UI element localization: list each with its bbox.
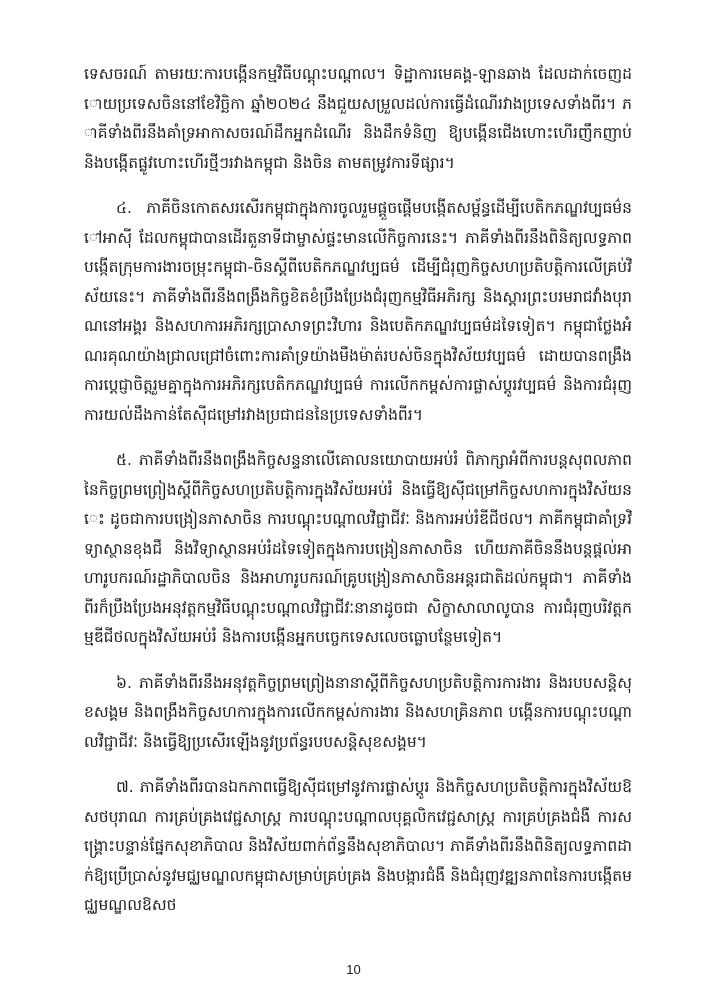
paragraph-7: ៧. ភាគីទាំងពីរបានឯកភាពធ្វើឱ្យស៊ីជម្រៅនូវការផ្លាស់ប្តូរ និងកិច្ចសហប្រតិបត្តិការក្នុងវិស័យឱសថបុរាណ ការគ្រប់គ្រងវេជ្ជសាស្ត្រ ការបណ្តុះបណ្តាលបុគ្គលិកវេជ្ជសាស្ត្រ ការគ្រប់គ្រងជំងឺ ការសង្គ្រោះបន្ទាន់ផ្នែកសុខាភិបាល និងវិស័យពាក់ព័ន្ធនឹងសុខាភិបាល។ ភាគីទាំងពីរនឹងពិនិត្យលទ្ធភាពដាក់ឱ្យប្រើប្រាស់នូវមជ្ឈមណ្ឌលកម្ពុជាសម្រាប់គ្រប់គ្រង និងបង្ការជំងឺ និងជំរុញវឌ្ឍនភាពនៃការបង្កើតមជ្ឈមណ្ឌលឱសថ <box>84 778 632 914</box>
document-body <box>84 60 632 937</box>
paragraph-continued: ទេសចរណ៍ តាមរយៈការបង្កើនកម្មវិធីបណ្តុះបណ្តាល។ ទិដ្ឋាការមេគង្គ-ឡានឆាង ដែលដាក់ចេញដោយប្រទេសចិននៅខែវិច្ឆិកា ឆ្នាំ២០២៤ នឹងជួយសម្រួលដល់ការធ្វើដំណើរវាងប្រទេសទាំងពីរ។ ភាគីទាំងពីរនឹងគាំទ្រអាកាសចរណ៍ដឹកអ្នកដំណើរ និងដឹកទំនិញ ឱ្យបង្កើនជើងហោះហើរញឹកញាប់ និងបង្កើតផ្លូវហោះហើរថ្មីៗរវាងកម្ពុជា និងចិន តាមតម្រូវការទីផ្សារ។ <box>84 65 632 172</box>
paragraph-5: ៥. ភាគីទាំងពីរនឹងពង្រឹងកិច្ចសន្ទនាលើគោលនយោបាយអប់រំ ពិភាក្សាអំពីការបន្តសុពលភាព នៃកិច្ចព្រមព្រៀងស្តីពីកិច្ចសហប្រតិបត្តិការក្នុងវិស័យអប់រំ និងធ្វើឱ្យស៊ីជម្រៅកិច្ចសហការក្នុងវិស័យនេះ ដូចជាការបង្រៀនភាសាចិន ការបណ្តុះបណ្តាលវិជ្ជាជីវៈ និងការអប់រំឌីជីថល។ ភាគីកម្ពុជាគាំទ្រវិទ្យាស្ថានខុងជឺ និងវិទ្យាស្ថានអប់រំដទៃទៀតក្នុងការបង្រៀនភាសាចិន ហើយភាគីចិននឹងបន្តផ្តល់អាហារូបករណ៍រដ្ឋាភិបាលចិន និងអាហារូបករណ៍គ្រូបង្រៀនភាសាចិនអន្តរជាតិដល់កម្ពុជា។ ភាគីទាំងពីរក៏ប្រឹងប្រែងអនុវត្តកម្មវិធីបណ្តុះបណ្តាលវិជ្ជាជីវៈនានាដូចជា សិក្ខាសាលាលូបាន ការជំរុញបរិវត្តកម្មឌីជីថលក្នុងវិស័យអប់រំ និងការបង្កើនអ្នកបច្ចេកទេសលេចធ្លោបន្ថែមទៀត។ <box>84 451 632 646</box>
page-number: 10 <box>346 962 361 977</box>
paragraph-6: ៦. ភាគីទាំងពីរនឹងអនុវត្តកិច្ចព្រមព្រៀងនានាស្តីពីកិច្ចសហប្រតិបត្តិការការងារ និងរបបសន្តិសុខសង្គម និងពង្រឹងកិច្ចសហការក្នុងការលើកកម្ពស់ការងារ និងសហគ្រិនភាព បង្កើនការបណ្តុះបណ្តាលវិជ្ជាជីវៈ និងធ្វើឱ្យប្រសើរឡើងនូវប្រព័ន្ធរបបសន្តិសុខសង្គម។ <box>84 673 632 751</box>
paragraph-4: ៤. ភាគីចិនកោតសរសើរកម្ពុជាក្នុងការចូលរួមផ្តួចផ្តើមបង្កើតសម្ព័ន្ធដើម្បីបេតិកភណ្ឌវប្បធម៌នៅអាស៊ី ដែលកម្ពុជាបានដើរតួនាទីជាម្ចាស់ផ្ទះមានលើកិច្ចការនេះ។ ភាគីទាំងពីរនឹងពិនិត្យលទ្ធភាពបង្កើតក្រុមការងារចម្រុះកម្ពុជា-ចិនស្តីពីបេតិកភណ្ឌវប្បធម៌ ដើម្បីជំរុញកិច្ចសហប្រតិបត្តិការលើគ្រប់វិស័យនេះ។ ភាគីទាំងពីរនឹងពង្រឹងកិច្ចខិតខំប្រឹងប្រែងជំរុញកម្មវិធីអភិរក្ស និងស្តារព្រះបរមរាជវាំងបុរាណនៅអង្គរ និងសហការអភិរក្សប្រាសាទព្រះវិហារ និងបេតិកភណ្ឌវប្បធម៌ដទៃទៀត។ កម្ពុជាថ្លែងអំណរគុណយ៉ាងជ្រាលជ្រៅចំពោះការគាំទ្រយ៉ាងមឺងម៉ាត់របស់ចិនក្នុងវិស័យវប្បធម៌ ដោយបានពង្រឹងការប្តេជ្ញាចិត្តរួមគ្នាក្នុងការអភិរក្សបេតិកភណ្ឌវប្បធម៌ ការលើកកម្ពស់ការផ្លាស់ប្តូរវប្បធម៌ និងការជំរុញការយល់ដឹងកាន់តែស៊ីជម្រៅរវាងប្រជាជននៃប្រទេសទាំងពីរ។ <box>84 199 632 424</box>
